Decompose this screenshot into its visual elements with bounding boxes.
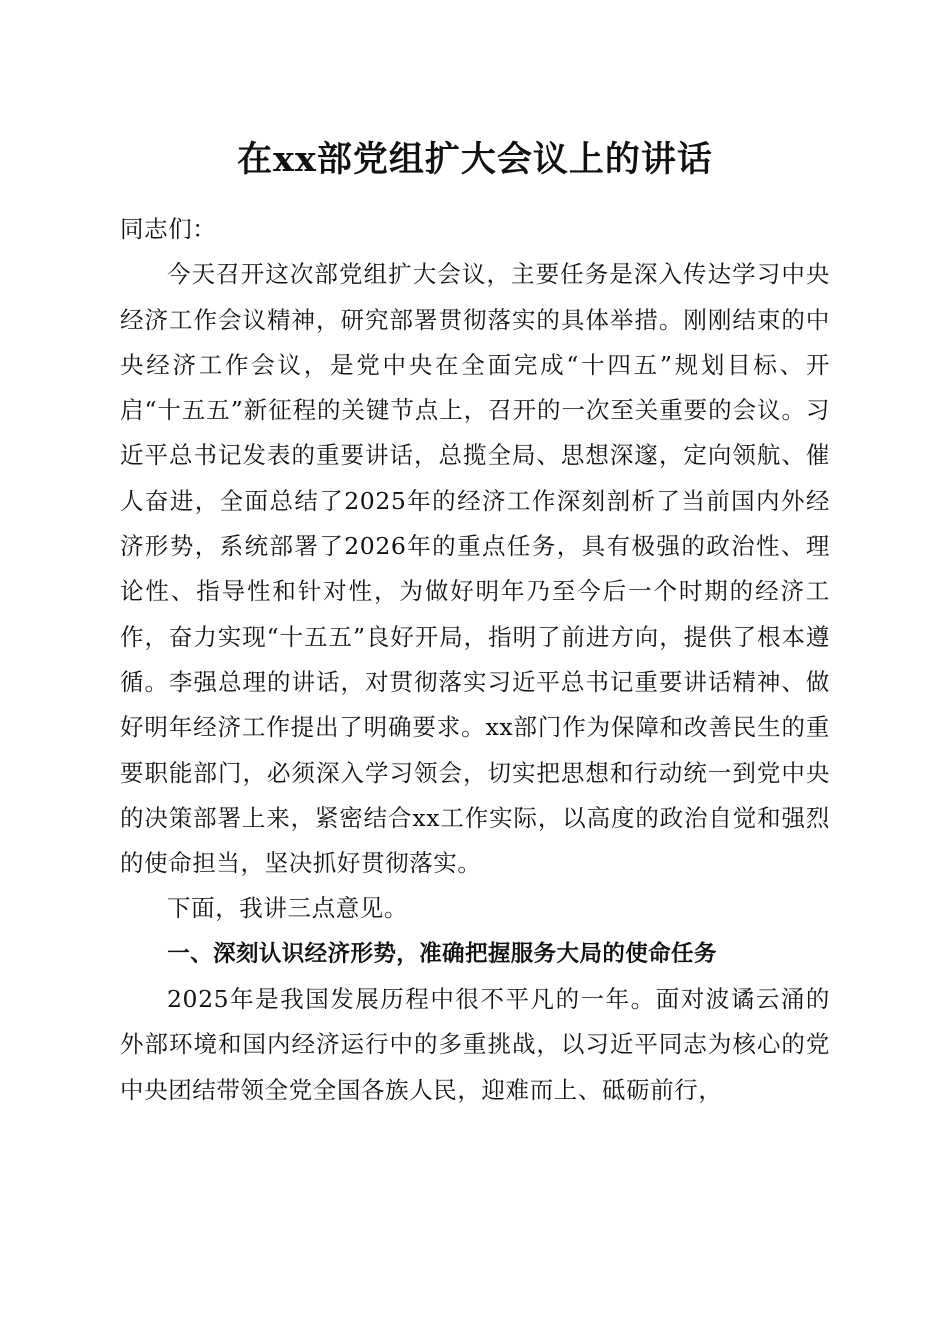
section-paragraph: 2025年是我国发展历程中很不平凡的一年。面对波谲云涌的外部环境和国内经济运行中的多重挑战，以习近平同志为核心的党中央团结带领全党全国各族人民，迎难而上、砥砺前行， xyxy=(120,985,830,1104)
document-body xyxy=(120,207,830,1113)
paragraph-intro: 今天召开这次部党组扩大会议，主要任务是深入传达学习中央经济工作会议精神，研究部署贯彻落实的具体举措。刚刚结束的中央经济工作会议，是党中央在全面完成“十四五”规划目标、开启“十五五”新征程的关键节点上，召开的一次至关重要的会议。习近平总书记发表的重要讲话，总揽全局、思想深邃，定向领航、催人奋进，全面总结了2025年的经济工作深刻剖析了当前国内外经济形势，系统部署了2026年的重点任务，具有极强的政治性、理论性、指导性和针对性，为做好明年乃至今后一个时期的经济工作，奋力实现“十五五”良好开局，指明了前进方向，提供了根本遵循。李强总理的讲话，对贯彻落实习近平总书记重要讲话精神、做好明年经济工作提出了明确要求。xx部门作为保障和改善民生的重要职能部门，必须深入学习领会，切实把思想和行动统一到党中央的决策部署上来，紧密结合xx工作实际，以高度的政治自觉和强烈的使命担当，坚决抓好贯彻落实。 xyxy=(120,260,830,878)
document-title: 在xx部党组扩大会议上的讲话 xyxy=(237,139,713,180)
salutation: 同志们： xyxy=(120,215,217,243)
paragraph-transition: 下面，我讲三点意见。 xyxy=(167,894,408,923)
section-heading: 一、深刻认识经济形势，准确把握服务大局的使命任务 xyxy=(167,940,717,967)
